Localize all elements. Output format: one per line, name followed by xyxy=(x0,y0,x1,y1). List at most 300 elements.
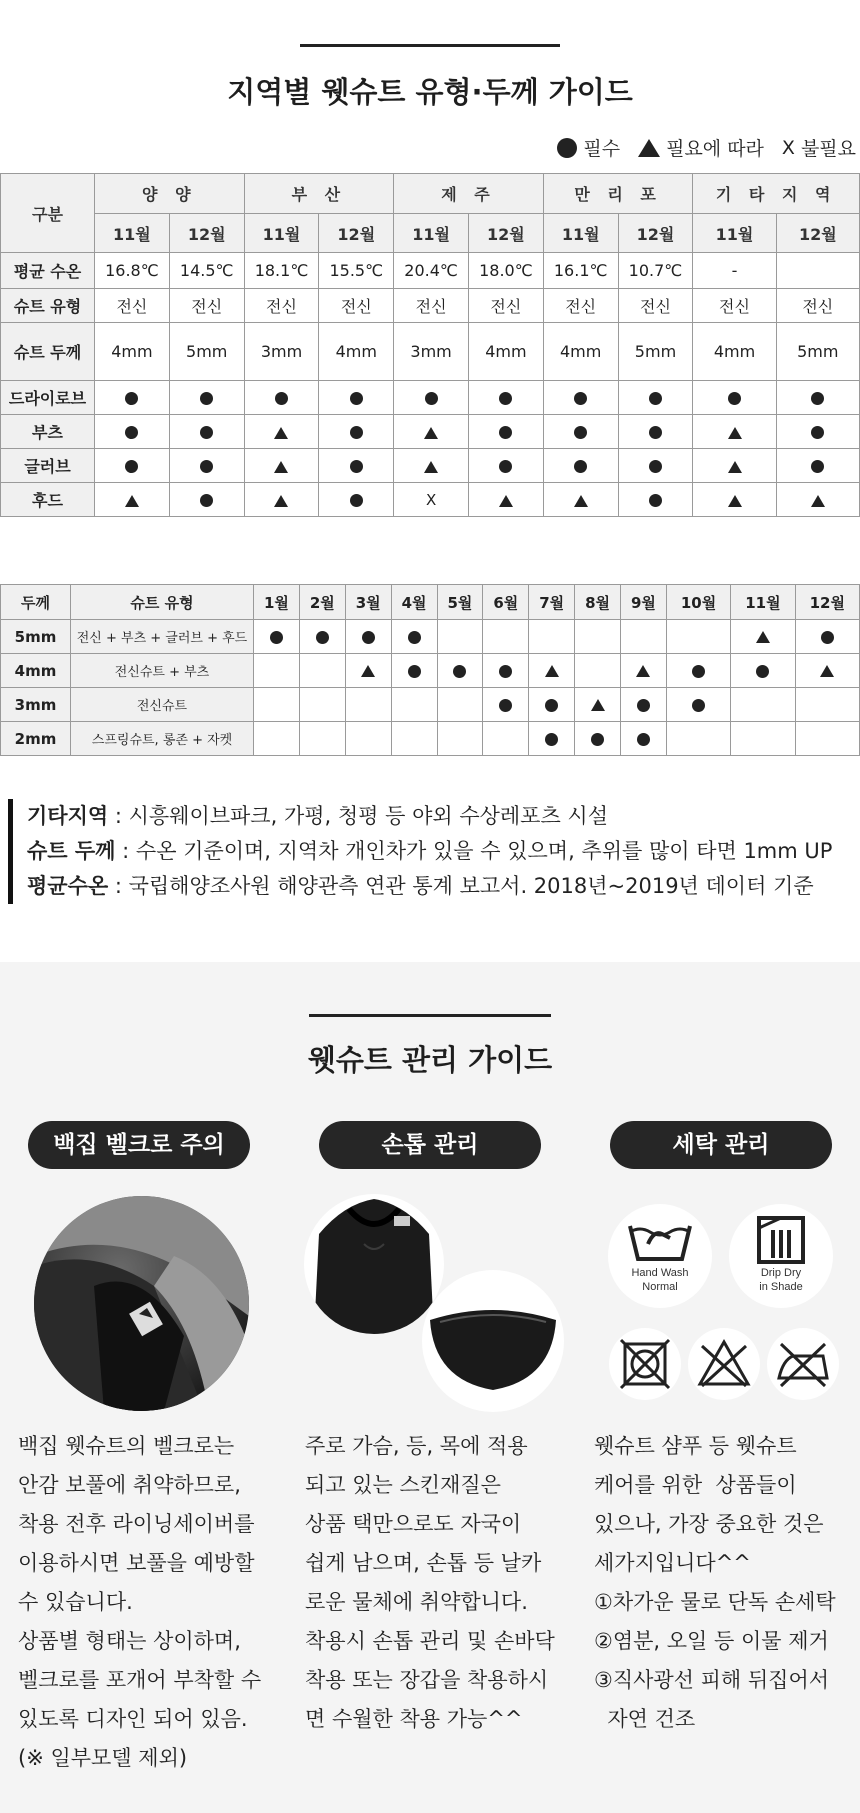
suit-type-label: 전신 + 부츠 + 글러브 + 후드 xyxy=(71,620,254,654)
mark-cell xyxy=(666,722,730,756)
mark-cell xyxy=(575,688,621,722)
thickness-label: 4mm xyxy=(1,654,71,688)
mark-cell xyxy=(299,722,345,756)
mark-cell xyxy=(795,688,859,722)
x-icon: X xyxy=(425,491,437,509)
mark-cell xyxy=(543,483,618,517)
x-icon: X xyxy=(781,136,795,159)
dot-icon xyxy=(425,392,438,405)
mark-cell xyxy=(437,722,483,756)
mark-cell xyxy=(319,415,394,449)
region-header: 만 리 포 xyxy=(543,174,693,214)
mark-cell xyxy=(394,415,469,449)
mark-cell xyxy=(618,415,693,449)
dot-icon xyxy=(649,460,662,473)
mark-cell xyxy=(299,688,345,722)
month-table-header: 3월 xyxy=(345,585,391,620)
dot-icon xyxy=(545,733,558,746)
mark-cell xyxy=(621,722,667,756)
care-title-divider xyxy=(309,1014,551,1017)
dot-icon xyxy=(200,392,213,405)
thickness-row xyxy=(1,722,860,756)
mark-cell xyxy=(468,483,543,517)
mark-cell xyxy=(319,381,394,415)
mark-cell xyxy=(95,449,170,483)
value-cell: 5mm xyxy=(169,323,244,381)
wash-care-text xyxy=(594,1427,836,1739)
region-header: 기 타 지 역 xyxy=(693,174,860,214)
mark-cell xyxy=(795,654,859,688)
mark-cell xyxy=(575,654,621,688)
dot-icon xyxy=(574,460,587,473)
care-text-line: 되고 있는 스킨재질은 xyxy=(305,1473,501,1497)
thickness-row xyxy=(1,688,860,722)
mark-cell xyxy=(731,722,795,756)
mark-cell xyxy=(391,722,437,756)
value-cell: 20.4℃ xyxy=(394,253,469,289)
no-tumble-dry-icon xyxy=(609,1328,681,1400)
dot-icon xyxy=(499,392,512,405)
care-text-line: 이용하시면 보풀을 예방할 xyxy=(18,1551,255,1575)
symbol-legend xyxy=(545,134,856,161)
care-text-line: 백집 웻슈트의 벨크로는 xyxy=(18,1434,235,1458)
mark-cell xyxy=(543,381,618,415)
dot-icon xyxy=(350,460,363,473)
notes-block xyxy=(8,799,832,904)
dot-icon xyxy=(821,631,834,644)
mark-cell xyxy=(618,381,693,415)
velcro-photo xyxy=(34,1196,249,1411)
no-bleach-icon xyxy=(688,1328,760,1400)
triangle-icon xyxy=(820,665,834,677)
value-cell: 전신 xyxy=(319,289,394,323)
triangle-icon xyxy=(545,665,559,677)
mark-cell xyxy=(693,381,776,415)
triangle-icon xyxy=(424,427,438,439)
value-cell: 18.0℃ xyxy=(468,253,543,289)
mark-cell xyxy=(394,483,469,517)
mark-cell xyxy=(254,654,300,688)
dot-icon xyxy=(408,665,421,678)
month-header: 12월 xyxy=(776,214,859,253)
dot-icon xyxy=(275,392,288,405)
month-header: 11월 xyxy=(394,214,469,253)
dot-icon xyxy=(692,699,705,712)
month-header: 12월 xyxy=(169,214,244,253)
mark-cell xyxy=(244,381,319,415)
mark-cell xyxy=(254,722,300,756)
mark-cell xyxy=(391,654,437,688)
mark-cell xyxy=(244,415,319,449)
mark-cell xyxy=(731,688,795,722)
value-cell: 4mm xyxy=(693,323,776,381)
mark-cell xyxy=(394,381,469,415)
care-text-line: ①차가운 물로 단독 손세탁 xyxy=(594,1590,836,1614)
dot-icon xyxy=(200,494,213,507)
suit-type-label: 스프링슈트, 롱존 + 자켓 xyxy=(71,722,254,756)
care-text-line: 있도록 디자인 되어 있음. xyxy=(18,1707,248,1731)
value-cell: 18.1℃ xyxy=(244,253,319,289)
care-text-line: 있으나, 가장 중요한 것은 xyxy=(594,1512,824,1536)
row-label: 슈트 두께 xyxy=(1,323,95,381)
note-line: 슈트 두께 : 수온 기준이며, 지역차 개인차가 있을 수 있으며, 추위를 많이 타면 1mm UP xyxy=(27,839,833,863)
care-text-line: ②염분, 오일 등 이물 제거 xyxy=(594,1629,829,1653)
dot-icon xyxy=(408,631,421,644)
dot-icon xyxy=(350,426,363,439)
note-line: 평균수온 : 국립해양조사원 해양관측 연관 통계 보고서. 2018년~2019년 데이터 기준 xyxy=(27,874,814,898)
month-header: 11월 xyxy=(543,214,618,253)
triangle-icon xyxy=(811,495,825,507)
mark-cell xyxy=(621,654,667,688)
care-text-line: ③직사광선 피해 뒤집어서 xyxy=(594,1668,830,1692)
mark-cell xyxy=(483,654,529,688)
mark-cell xyxy=(468,415,543,449)
care-text-line: 상품 택만으로도 자국이 xyxy=(305,1512,522,1536)
legend-label: 불필요 xyxy=(800,138,856,160)
month-table-header: 4월 xyxy=(391,585,437,620)
region-row xyxy=(1,289,860,323)
triangle-icon xyxy=(636,665,650,677)
month-table-header: 6월 xyxy=(483,585,529,620)
dot-icon xyxy=(637,733,650,746)
mark-cell xyxy=(254,688,300,722)
mark-cell xyxy=(543,415,618,449)
mark-cell xyxy=(169,483,244,517)
mark-cell xyxy=(299,654,345,688)
value-cell: 전신 xyxy=(468,289,543,323)
dot-icon xyxy=(728,392,741,405)
title-divider xyxy=(300,44,560,47)
mark-cell xyxy=(169,381,244,415)
triangle-icon xyxy=(756,631,770,643)
value-cell: 5mm xyxy=(776,323,859,381)
triangle-icon xyxy=(274,495,288,507)
mark-cell xyxy=(776,483,859,517)
care-text-line: 착용 또는 장갑을 착용하시 xyxy=(305,1668,549,1692)
row-label: 글러브 xyxy=(1,449,95,483)
mark-cell xyxy=(483,620,529,654)
mark-cell xyxy=(169,415,244,449)
mark-cell xyxy=(319,483,394,517)
wetsuit-collar-photo xyxy=(422,1270,564,1412)
mark-cell xyxy=(529,688,575,722)
mark-cell xyxy=(169,449,244,483)
care-text-line: (※ 일부모델 제외) xyxy=(18,1746,188,1770)
mark-cell xyxy=(437,620,483,654)
dot-icon xyxy=(499,699,512,712)
region-header-row xyxy=(1,174,860,214)
dot-icon xyxy=(125,426,138,439)
value-cell: 4mm xyxy=(543,323,618,381)
mark-cell xyxy=(731,620,795,654)
dot-icon xyxy=(591,733,604,746)
mark-cell xyxy=(543,449,618,483)
mark-cell xyxy=(776,415,859,449)
dot-icon xyxy=(270,631,283,644)
month-table-header-row xyxy=(1,585,860,620)
mark-cell xyxy=(244,449,319,483)
dot-icon xyxy=(545,699,558,712)
month-table-header: 12월 xyxy=(795,585,859,620)
dot-icon xyxy=(574,426,587,439)
legend-label: 필요에 따라 xyxy=(666,138,764,160)
mark-cell xyxy=(529,654,575,688)
care-heading-nail: 손톱 관리 xyxy=(319,1121,541,1169)
value-cell: 전신 xyxy=(394,289,469,323)
value-cell: 3mm xyxy=(244,323,319,381)
legend-required xyxy=(557,134,620,161)
mark-cell xyxy=(731,654,795,688)
dot-icon xyxy=(811,460,824,473)
mark-cell xyxy=(345,688,391,722)
dot-icon xyxy=(649,426,662,439)
dot-icon xyxy=(637,699,650,712)
dot-icon xyxy=(350,392,363,405)
mark-cell xyxy=(529,722,575,756)
page-title: 지역별 웻슈트 유형·두께 가이드 xyxy=(227,75,633,109)
month-table-header: 슈트 유형 xyxy=(71,585,254,620)
legend-unneeded xyxy=(782,134,856,161)
care-heading-velcro: 백집 벨크로 주의 xyxy=(28,1121,250,1169)
month-table-header: 10월 xyxy=(666,585,730,620)
wash-label: Normal xyxy=(642,1281,678,1293)
care-heading-wash: 세탁 관리 xyxy=(610,1121,832,1169)
mark-cell xyxy=(345,722,391,756)
row-label: 슈트 유형 xyxy=(1,289,95,323)
value-cell: 16.8℃ xyxy=(95,253,170,289)
month-table-header: 1월 xyxy=(254,585,300,620)
month-table-header: 5월 xyxy=(437,585,483,620)
region-row xyxy=(1,323,860,381)
wash-label: Drip Dry xyxy=(760,1267,802,1279)
mark-cell xyxy=(693,415,776,449)
row-label: 평균 수온 xyxy=(1,253,95,289)
month-header: 12월 xyxy=(468,214,543,253)
mark-cell xyxy=(575,722,621,756)
triangle-icon xyxy=(274,461,288,473)
care-text-line: 안감 보풀에 취약하므로, xyxy=(18,1473,241,1497)
region-header: 양 양 xyxy=(95,174,245,214)
dot-icon xyxy=(453,665,466,678)
mark-cell xyxy=(468,381,543,415)
month-table-header: 2월 xyxy=(299,585,345,620)
dot-icon xyxy=(574,392,587,405)
mark-cell xyxy=(319,449,394,483)
dot-icon xyxy=(499,426,512,439)
care-text-line: 수 있습니다. xyxy=(18,1590,133,1614)
region-header: 부 산 xyxy=(244,174,394,214)
triangle-icon xyxy=(638,139,660,157)
triangle-icon xyxy=(728,427,742,439)
mark-cell xyxy=(776,381,859,415)
suit-type-label: 전신슈트 xyxy=(71,688,254,722)
mark-cell xyxy=(345,654,391,688)
mark-cell xyxy=(618,483,693,517)
mark-cell xyxy=(776,449,859,483)
mark-cell xyxy=(795,722,859,756)
care-text-line: 로운 물체에 취약합니다. xyxy=(305,1590,528,1614)
monthly-thickness-table xyxy=(0,584,860,756)
mark-cell xyxy=(391,620,437,654)
legend-label: 필수 xyxy=(583,138,621,160)
thickness-row xyxy=(1,654,860,688)
mark-cell xyxy=(394,449,469,483)
value-cell: 전신 xyxy=(776,289,859,323)
wetsuit-chest-photo xyxy=(304,1194,444,1334)
dot-icon xyxy=(200,460,213,473)
value-cell: 5mm xyxy=(618,323,693,381)
dot-icon xyxy=(316,631,329,644)
region-row xyxy=(1,253,860,289)
month-header: 12월 xyxy=(319,214,394,253)
mark-cell xyxy=(618,449,693,483)
region-header: 제 주 xyxy=(394,174,544,214)
care-text-line: 벨크로를 포개어 부착할 수 xyxy=(18,1668,262,1692)
care-text-line: 케어를 위한 상품들이 xyxy=(594,1473,797,1497)
month-table-header: 두께 xyxy=(1,585,71,620)
dot-icon xyxy=(811,392,824,405)
drip-dry-icon xyxy=(729,1204,833,1308)
value-cell: 전신 xyxy=(244,289,319,323)
dot-icon xyxy=(350,494,363,507)
care-text-line: 웻슈트 샴푸 등 웻슈트 xyxy=(594,1434,797,1458)
region-row xyxy=(1,449,860,483)
velcro-care-text xyxy=(18,1427,261,1778)
dot-icon xyxy=(499,665,512,678)
mark-cell xyxy=(468,449,543,483)
value-cell: 14.5℃ xyxy=(169,253,244,289)
value-cell: 16.1℃ xyxy=(543,253,618,289)
no-iron-icon xyxy=(767,1328,839,1400)
triangle-icon xyxy=(361,665,375,677)
region-row xyxy=(1,381,860,415)
dot-icon xyxy=(557,138,577,158)
care-text-line: 상품별 형태는 상이하며, xyxy=(18,1629,241,1653)
region-table xyxy=(0,173,860,517)
mark-cell xyxy=(345,620,391,654)
month-header: 11월 xyxy=(95,214,170,253)
value-cell: 전신 xyxy=(693,289,776,323)
month-table-header: 7월 xyxy=(529,585,575,620)
month-table-header: 9월 xyxy=(621,585,667,620)
care-text-line: 자연 건조 xyxy=(594,1707,696,1731)
mark-cell xyxy=(575,620,621,654)
value-cell: 전신 xyxy=(169,289,244,323)
mark-cell xyxy=(95,483,170,517)
value-cell: 전신 xyxy=(543,289,618,323)
wash-label: in Shade xyxy=(759,1281,803,1293)
mark-cell xyxy=(391,688,437,722)
triangle-icon xyxy=(125,495,139,507)
mark-cell xyxy=(666,688,730,722)
mark-cell xyxy=(621,688,667,722)
mark-cell xyxy=(666,620,730,654)
value-cell: 3mm xyxy=(394,323,469,381)
thickness-row xyxy=(1,620,860,654)
dot-icon xyxy=(756,665,769,678)
dot-icon xyxy=(499,460,512,473)
month-table-header: 11월 xyxy=(731,585,795,620)
care-text-line: 착용 전후 라이닝세이버를 xyxy=(18,1512,255,1536)
hand-wash-icon xyxy=(608,1204,712,1308)
care-text-line: 면 수월한 착용 가능^^ xyxy=(305,1707,523,1731)
mark-cell xyxy=(437,654,483,688)
value-cell: - xyxy=(693,253,776,289)
dot-icon xyxy=(649,494,662,507)
dot-icon xyxy=(362,631,375,644)
mark-cell xyxy=(621,620,667,654)
mark-cell xyxy=(95,415,170,449)
care-text-line: 착용시 손톱 관리 및 손바닥 xyxy=(305,1629,555,1653)
triangle-icon xyxy=(499,495,513,507)
dot-icon xyxy=(692,665,705,678)
mark-cell xyxy=(529,620,575,654)
mark-cell xyxy=(95,381,170,415)
value-cell: 15.5℃ xyxy=(319,253,394,289)
mark-cell xyxy=(666,654,730,688)
dot-icon xyxy=(811,426,824,439)
dot-icon xyxy=(200,426,213,439)
care-text-line: 쉽게 남으며, 손톱 등 날카 xyxy=(305,1551,542,1575)
dot-icon xyxy=(649,392,662,405)
triangle-icon xyxy=(274,427,288,439)
thickness-label: 2mm xyxy=(1,722,71,756)
wash-label: Hand Wash xyxy=(631,1267,689,1279)
mark-cell xyxy=(299,620,345,654)
dot-icon xyxy=(125,392,138,405)
value-cell: 4mm xyxy=(468,323,543,381)
row-label: 부츠 xyxy=(1,415,95,449)
month-table-header: 8월 xyxy=(575,585,621,620)
dot-icon xyxy=(125,460,138,473)
thickness-label: 3mm xyxy=(1,688,71,722)
nail-care-text xyxy=(305,1427,555,1739)
value-cell xyxy=(776,253,859,289)
care-guide-title: 웻슈트 관리 가이드 xyxy=(307,1043,553,1077)
mark-cell xyxy=(693,449,776,483)
month-header: 12월 xyxy=(618,214,693,253)
value-cell: 4mm xyxy=(95,323,170,381)
care-text-line: 주로 가슴, 등, 목에 적용 xyxy=(305,1434,528,1458)
mark-cell xyxy=(795,620,859,654)
mark-cell xyxy=(693,483,776,517)
row-label: 드라이로브 xyxy=(1,381,95,415)
care-text-line: 세가지입니다^^ xyxy=(594,1551,751,1575)
value-cell: 전신 xyxy=(95,289,170,323)
month-header: 11월 xyxy=(693,214,776,253)
mark-cell xyxy=(483,688,529,722)
triangle-icon xyxy=(574,495,588,507)
mark-cell xyxy=(483,722,529,756)
mark-cell xyxy=(244,483,319,517)
legend-optional xyxy=(638,134,764,161)
month-header: 11월 xyxy=(244,214,319,253)
row-label: 후드 xyxy=(1,483,95,517)
region-row xyxy=(1,483,860,517)
note-line: 기타지역 : 시흥웨이브파크, 가평, 청평 등 야외 수상레포츠 시설 xyxy=(27,804,609,828)
thickness-label: 5mm xyxy=(1,620,71,654)
value-cell: 4mm xyxy=(319,323,394,381)
value-cell: 10.7℃ xyxy=(618,253,693,289)
triangle-icon xyxy=(728,461,742,473)
suit-type-label: 전신슈트 + 부츠 xyxy=(71,654,254,688)
month-header-row xyxy=(1,214,860,253)
corner-cell: 구분 xyxy=(1,174,95,253)
triangle-icon xyxy=(728,495,742,507)
triangle-icon xyxy=(424,461,438,473)
triangle-icon xyxy=(591,699,605,711)
mark-cell xyxy=(254,620,300,654)
